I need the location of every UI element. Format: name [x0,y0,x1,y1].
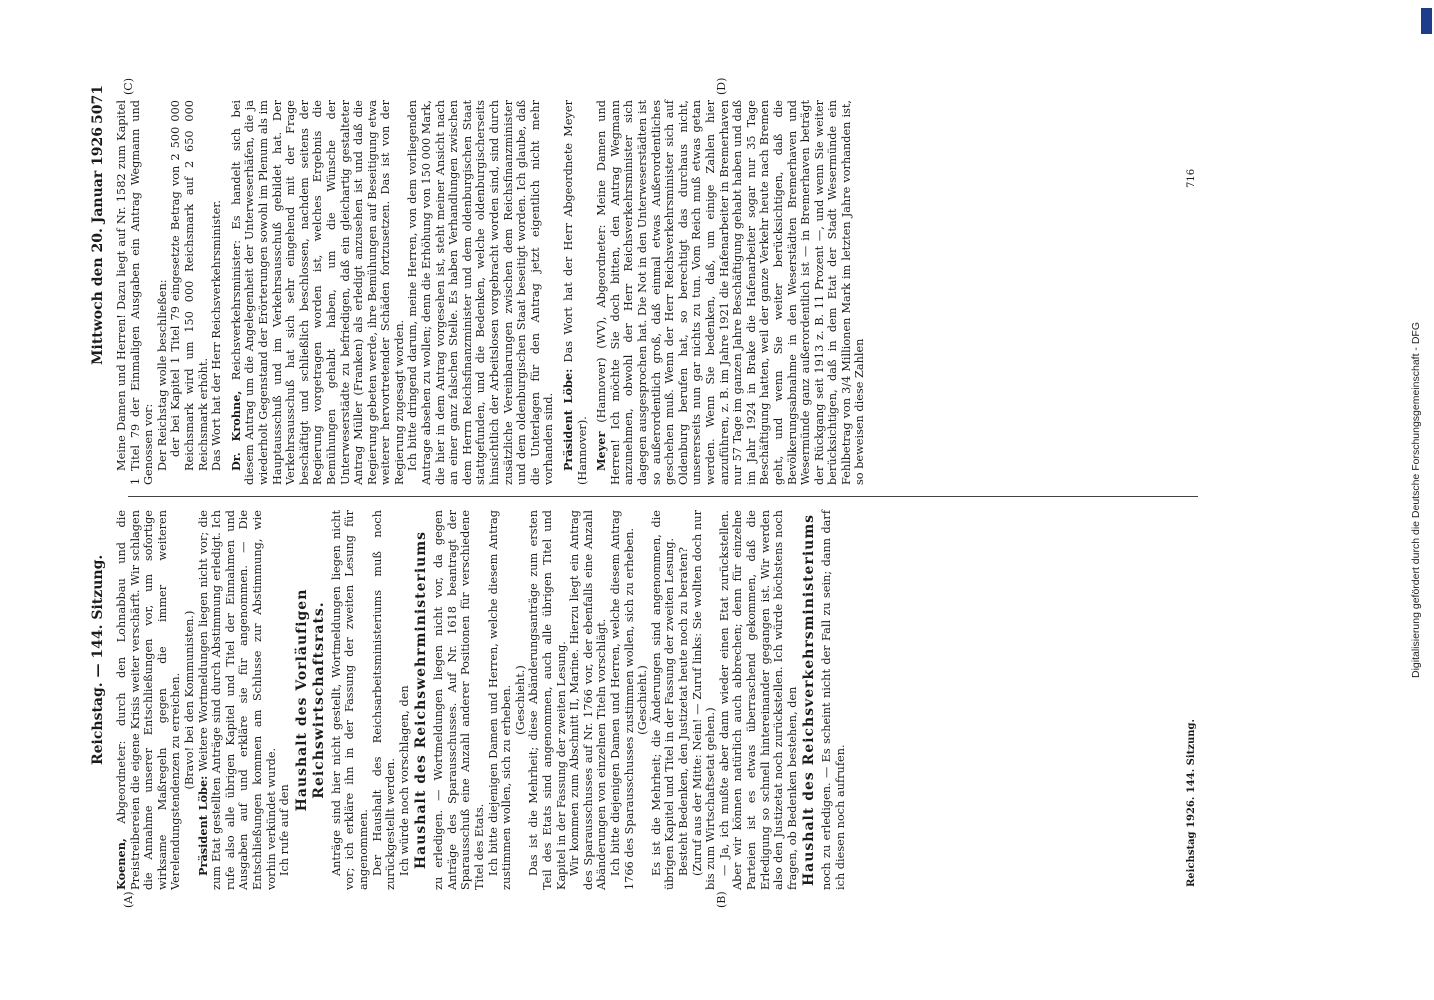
margin-marker-c: (C) [122,78,135,95]
paragraph: Meine Damen und Herren! Dazu liegt auf Nr. 1582 zum Kapitel 1 Titel 79 der Einmaligen Ausgaben ein Antrag Wegmann und Genossen vor: [115,100,156,485]
paragraph: Ich rufe auf den [278,784,292,876]
paragraph: Es ist die Mehrheit; die Änderungen sind angenommen, die übrigen Kapitel und Titel in der Fassung der zweiten Lesung. [649,510,677,890]
margin-marker-a: (A) [122,891,135,908]
interjection: (Geschieht.) [636,665,650,735]
column-rule [128,496,1198,497]
section-heading: Haushalt des Reichsverkehrsministeriums [801,513,818,887]
header-session: Reichstag. — 144. Sitzung. [90,554,106,765]
paragraph: Dr. Krohne, Reichsverkehrsminister: Es handelt sich bei diesem Antrag um die Angelegenheit der Unterweserhäfen, die ja wiederholt Gegenstand der Erörterungen sowohl im Plenum als im Hauptausschuß und im Verkehrsausschuß gebildet hat. Der Verkehrsausschuß hat sich sehr eingehend mit der Frage beschäftigt und schließlich beschlossen, nachdem seitens der Regierung vorgetragen worden ist, welches Ergebnis die Bemühungen gehabt haben, um die Wünsche der Unterweserstädte zu befriedigen, daß ein gleichartig gestalteter Antrag Müller (Franken) als erledigt anzusehen ist und daß die Regierung gebeten werde, ihre Bemühungen auf Beseitigung etwa weiterer hervortretender Schäden fortzusetzen. Das ist von der Regierung zugesagt worden. [228,100,406,485]
printer-signature: 716 [1186,168,1197,188]
paragraph: Das Wort hat der Herr Reichsverkehrsminister. [210,200,224,471]
interjection: (Zuruf aus der Mitte: Nein! — Zuruf links: Sie wollten doch nur bis zum Wirtschaftsetat gehen.) [690,510,718,890]
paragraph: Ich würde noch vorschlagen, den [397,685,411,876]
paragraph: Koenen, Abgeordneter: durch den Lohnabbau und die Preistreibereien die eigene Krisis weiter verschärft. Wir schlagen die Annahme unserer Entschließungen vor, um sofortige wirksame Maßregeln gegen die immer weiteren Verelendungstendenzen zu erreichen. [114,509,183,890]
paragraph: Ich bitte diejenigen Damen und Herren, welche diesem Antrag 1766 des Sparausschusses zustimmen wollen, sich zu erheben. [609,510,636,890]
header-date: Mittwoch den 20. Januar 1926 [90,126,106,365]
digitization-credit-text: Digitalisierung gefördert durch die Deutsche Forschungsgemeinschaft - DFG [1410,321,1422,679]
paragraph: Besteht Bedenken, den Justizetat heute noch zu beraten? [676,547,690,876]
section-heading: Haushalt des Reichswehrministeriums [413,530,430,870]
section-heading: Haushalt des Vorläufigen Reichswirtschaftsrats. [293,588,327,812]
margin-marker-d: (D) [715,77,728,95]
paragraph: Wir kommen zum Abschnitt II, Marine. Hierzu liegt ein Antrag des Sparausschusses auf Nr. 1766 vor, der ebenfalls eine Anzahl Abänderungen von einzelnen Titeln vorschlägt. [568,510,609,890]
paragraph: Das ist die Mehrheit; diese Abänderungsanträge zum ersten Teil des Etats sind angenommen, auch alle übrigen Titel und Kapitel in der Fassung der zweiten Lesung. [527,510,568,890]
page-number: 5071 [90,85,106,124]
paragraph: Meyer (Hannover) (WV), Abgeordneter: Meine Damen und Herren! Ich möchte Sie doch bitten, den Antrag Wegmann anzunehmen, obwohl der Herr Reichsverkehrsminister sich dagegen ausgesprochen hat. Die Not in den Unterweserstädten ist so außerordentlich groß, daß einmal etwas Außerordentliches geschehen muß. Wenn der Herr Reichsverkehrsminister sich auf Oldenburg berufen hat, so berechtigt das durchaus nicht, unsererseits nun gar nichts zu tun. Vom Reich muß etwas getan werden. Wenn Sie bedenken, daß, um einige Zahlen hier anzuführen, z. B. im Jahre 1921 die Hafenarbeiter in Bremerhaven nur 57 Tage im ganzen Jahre Beschäftigung gehabt haben und daß im Jahr 1924 in Brake die Hafenarbeiter sogar nur 35 Tage Beschäftigung hatten, weil der ganze Verkehr heute nach Bremen geht, und wenn Sie weiter berücksichtigen, daß die Bevölkerungsabnahme in den Weserstädten Bremerhaven und Wesermünde ganz außerordentlich ist — in Bremerhaven beträgt der Rückgang seit 1913 z. B. 11 Prozent —, und wenn Sie weiter berücksichtigen, daß in dem Etat der Stadt Wesermünde ein Fehlbetrag von 3/4 Millionen Mark im letzten Jahre vorhanden ist, so beweisen diese Zahlen [594,99,867,485]
paragraph: der bei Kapitel 1 Titel 79 eingesetzte Betrag von 2 500 000 Reichsmark wird um 150 000 Reichsmark auf 2 650 000 Reichsmark erhöht. [169,100,210,471]
paragraph: Anträge sind hier nicht gestellt, Wortmeldungen liegen nicht vor; ich erkläre ihn in der Fassung der zweiten Lesung für angenommen. [329,510,370,890]
paragraph: Präsident Löbe: Das Wort hat der Herr Abgeordnete Meyer (Hannover). [561,99,589,485]
paragraph: zu erledigen. — Wortmeldungen liegen nicht vor, da gegen Anträge des Sparausschusses. Auf Nr. 1618 beantragt der Sparausschuß eine Anzahl anderer Positionen für verschiedene Titel des Etats. [432,510,487,890]
paragraph: Der Reichstag wolle beschließen: [155,279,169,471]
dfg-logo-icon [1421,8,1432,34]
paragraph: — Ja, ich mußte aber dann wieder einen Etat zurückstellen. Aber wir können natürlich auch abbrechen; denn für einzelne Parteien ist es etwas überraschend gekommen, daß die Erledigung so schnell hintereinander gegangen ist. Wir werden also den Justizetat noch zurückstellen. Ich würde höchstens noch fragen, ob Bedenken bestehen, den [717,510,799,890]
interjection: (Geschieht.) [513,665,527,735]
paragraph: Ich bitte dringend darum, meine Herren, von dem vorliegenden Antrage absehen zu wollen; denn die Erhöhung von 150 000 Mark, die hier in dem Antrag vorgesehen ist, steht meiner Ansicht nach an einer ganz falschen Stelle. Es haben Verhandlungen zwischen dem Herrn Reichsfinanzminister und dem oldenburgischen Staat stattgefunden, und die Bedenken, welche oldenburgischerseits hinsichtlich der Arbeitslosen vorgebracht worden sind, sind durch zusätzliche Vereinbarungen zwischen dem Reichsfinanzminister und dem oldenburgischen Staat beseitigt worden. Ich glaube, daß die Unterlagen für den Antrag jetzt eigentlich nicht mehr vorhanden sind. [406,100,556,485]
page-header [90,85,110,885]
paragraph: noch zu erledigen. — Es scheint nicht der Fall zu sein; dann darf ich diesen noch aufrufen. [820,510,847,890]
left-column [115,510,848,890]
margin-marker-b: (B) [715,891,728,908]
right-column [115,100,867,485]
page-footer: Reichstag 1926. 144. Sitzung. [1186,719,1197,887]
interjection: (Bravo! bei den Kommunisten.) [182,610,196,790]
digitization-credit [1401,0,1431,1000]
paragraph: Der Haushalt des Reichsarbeitsministeriums muß noch zurückgestellt werden. [370,510,398,890]
paragraph: Ich bitte diejenigen Damen und Herren, welche diesem Antrag zustimmen wollen, sich zu erheben. [486,510,514,890]
paragraph: Präsident Löbe: Weitere Wortmeldungen liegen nicht vor; die zum Etat gestellten Anträge sind durch Abstimmung erledigt. Ich rufe also alle übrigen Kapitel und Titel der Einnahmen und Ausgaben auf und erkläre sie für angenommen. — Die Entschließungen kommen am Schlusse zur Abstimmung, wie vorhin verkündet wurde. [195,510,278,890]
